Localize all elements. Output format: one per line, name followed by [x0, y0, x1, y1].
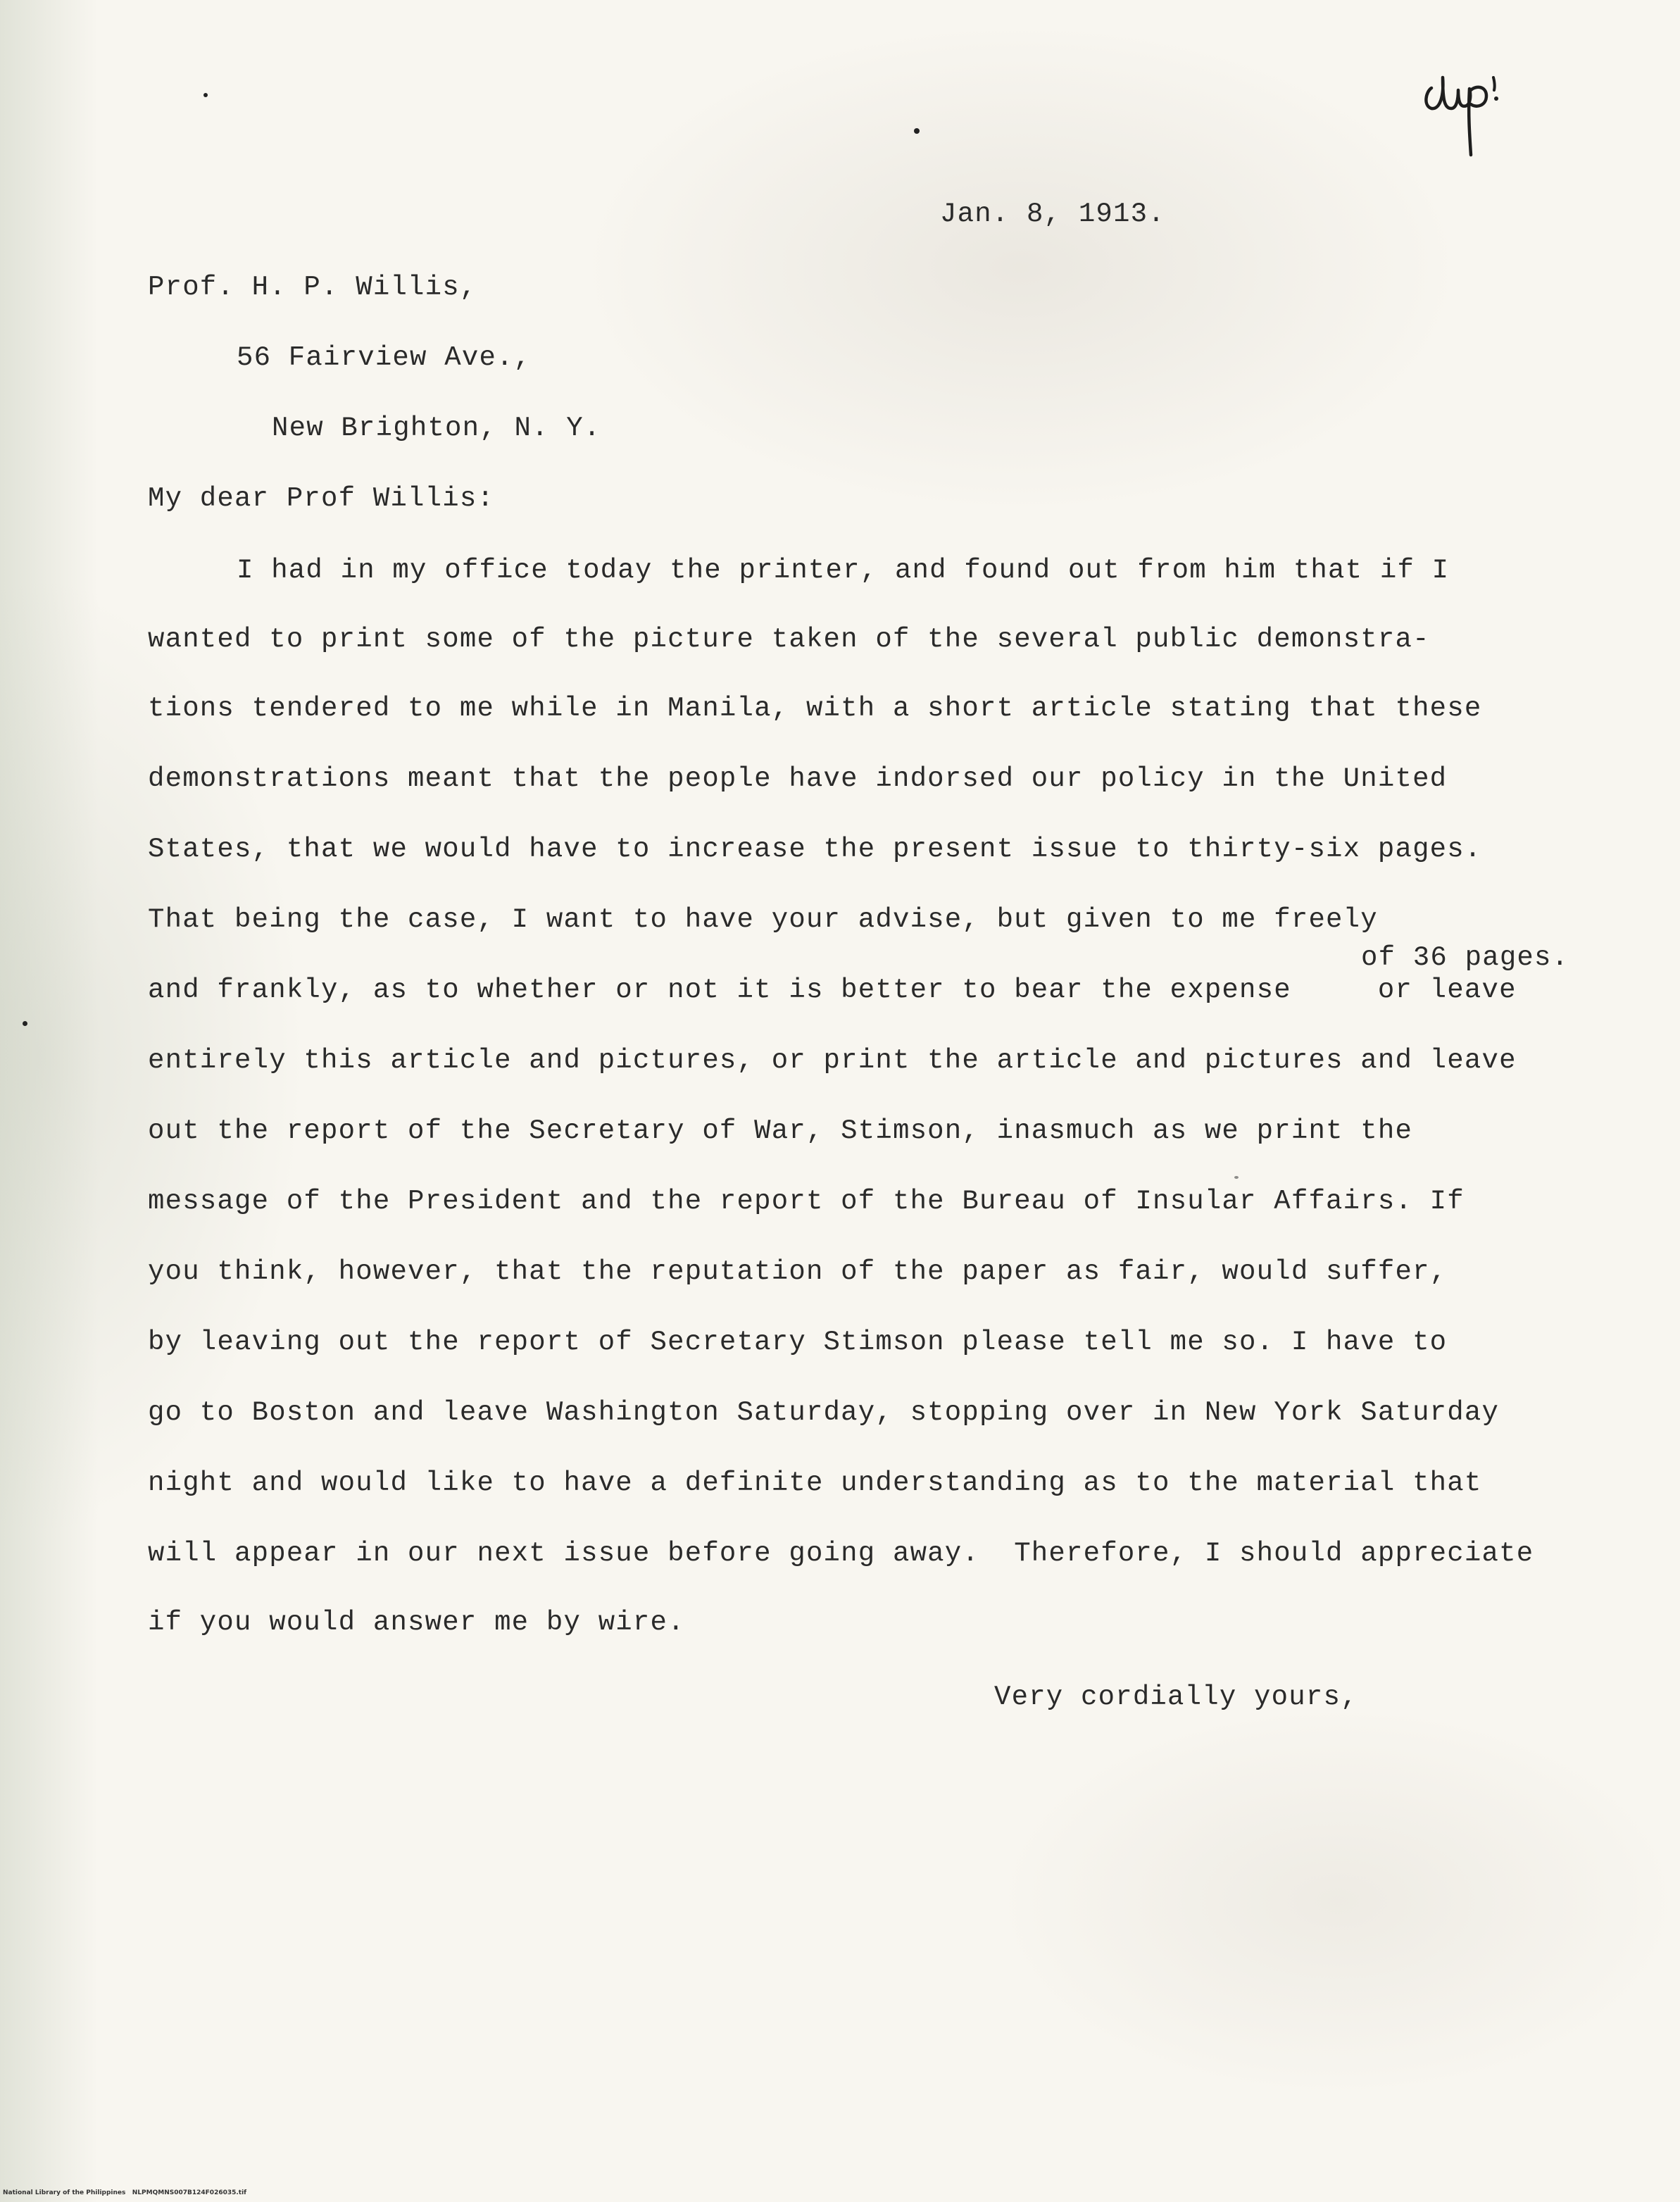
- body-line: I had in my office today the printer, and found out from him that if I: [237, 555, 1450, 586]
- paper-speck: [1234, 1176, 1239, 1179]
- handwritten-dup-mark: [1419, 49, 1510, 176]
- body-line: message of the President and the report of the Bureau of Insular Affairs. If: [148, 1186, 1465, 1217]
- paper-speck: [23, 1021, 27, 1026]
- recipient-name: Prof. H. P. Willis,: [148, 272, 477, 303]
- archive-footer: [3, 2189, 246, 2196]
- body-line: That being the case, I want to have your advise, but given to me freely: [148, 904, 1378, 935]
- paper-speck: [203, 93, 208, 97]
- body-line: out the report of the Secretary of War, Stimson, inasmuch as we print the: [148, 1115, 1413, 1146]
- body-line: States, that we would have to increase the present issue to thirty-six pages.: [148, 834, 1482, 865]
- body-line: by leaving out the report of Secretary Stimson please tell me so. I have to: [148, 1327, 1448, 1358]
- salutation: My dear Prof Willis:: [148, 483, 495, 514]
- body-line: if you would answer me by wire.: [148, 1607, 685, 1638]
- recipient-city: New Brighton, N. Y.: [272, 413, 601, 444]
- body-line: you think, however, that the reputation of the paper as fair, would suffer,: [148, 1256, 1448, 1287]
- body-line: demonstrations meant that the people have indorsed our policy in the United: [148, 763, 1448, 794]
- body-line: night and would like to have a definite understanding as to the material that: [148, 1468, 1482, 1499]
- letter-date: Jan. 8, 1913.: [940, 199, 1165, 230]
- body-line: entirely this article and pictures, or print the article and pictures and leave: [148, 1045, 1517, 1076]
- body-line: go to Boston and leave Washington Saturday, stopping over in New York Saturday: [148, 1397, 1500, 1428]
- closing: Very cordially yours,: [994, 1682, 1358, 1713]
- paper-speck: [914, 128, 920, 134]
- interlinear-insert: of 36 pages.: [1361, 942, 1569, 973]
- body-line: and frankly, as to whether or not it is better to bear the expense or leave: [148, 975, 1517, 1006]
- body-line: will appear in our next issue before going away. Therefore, I should appreciate: [148, 1538, 1534, 1569]
- footer-institution: National Library of the Philippines: [3, 2189, 126, 2196]
- recipient-street: 56 Fairview Ave.,: [237, 342, 532, 373]
- body-line: wanted to print some of the picture taken of the several public demonstra-: [148, 624, 1430, 655]
- body-line: tions tendered to me while in Manila, with a short article stating that these: [148, 693, 1482, 724]
- footer-file-id: NLPMQMNS007B124F026035.tif: [132, 2189, 247, 2196]
